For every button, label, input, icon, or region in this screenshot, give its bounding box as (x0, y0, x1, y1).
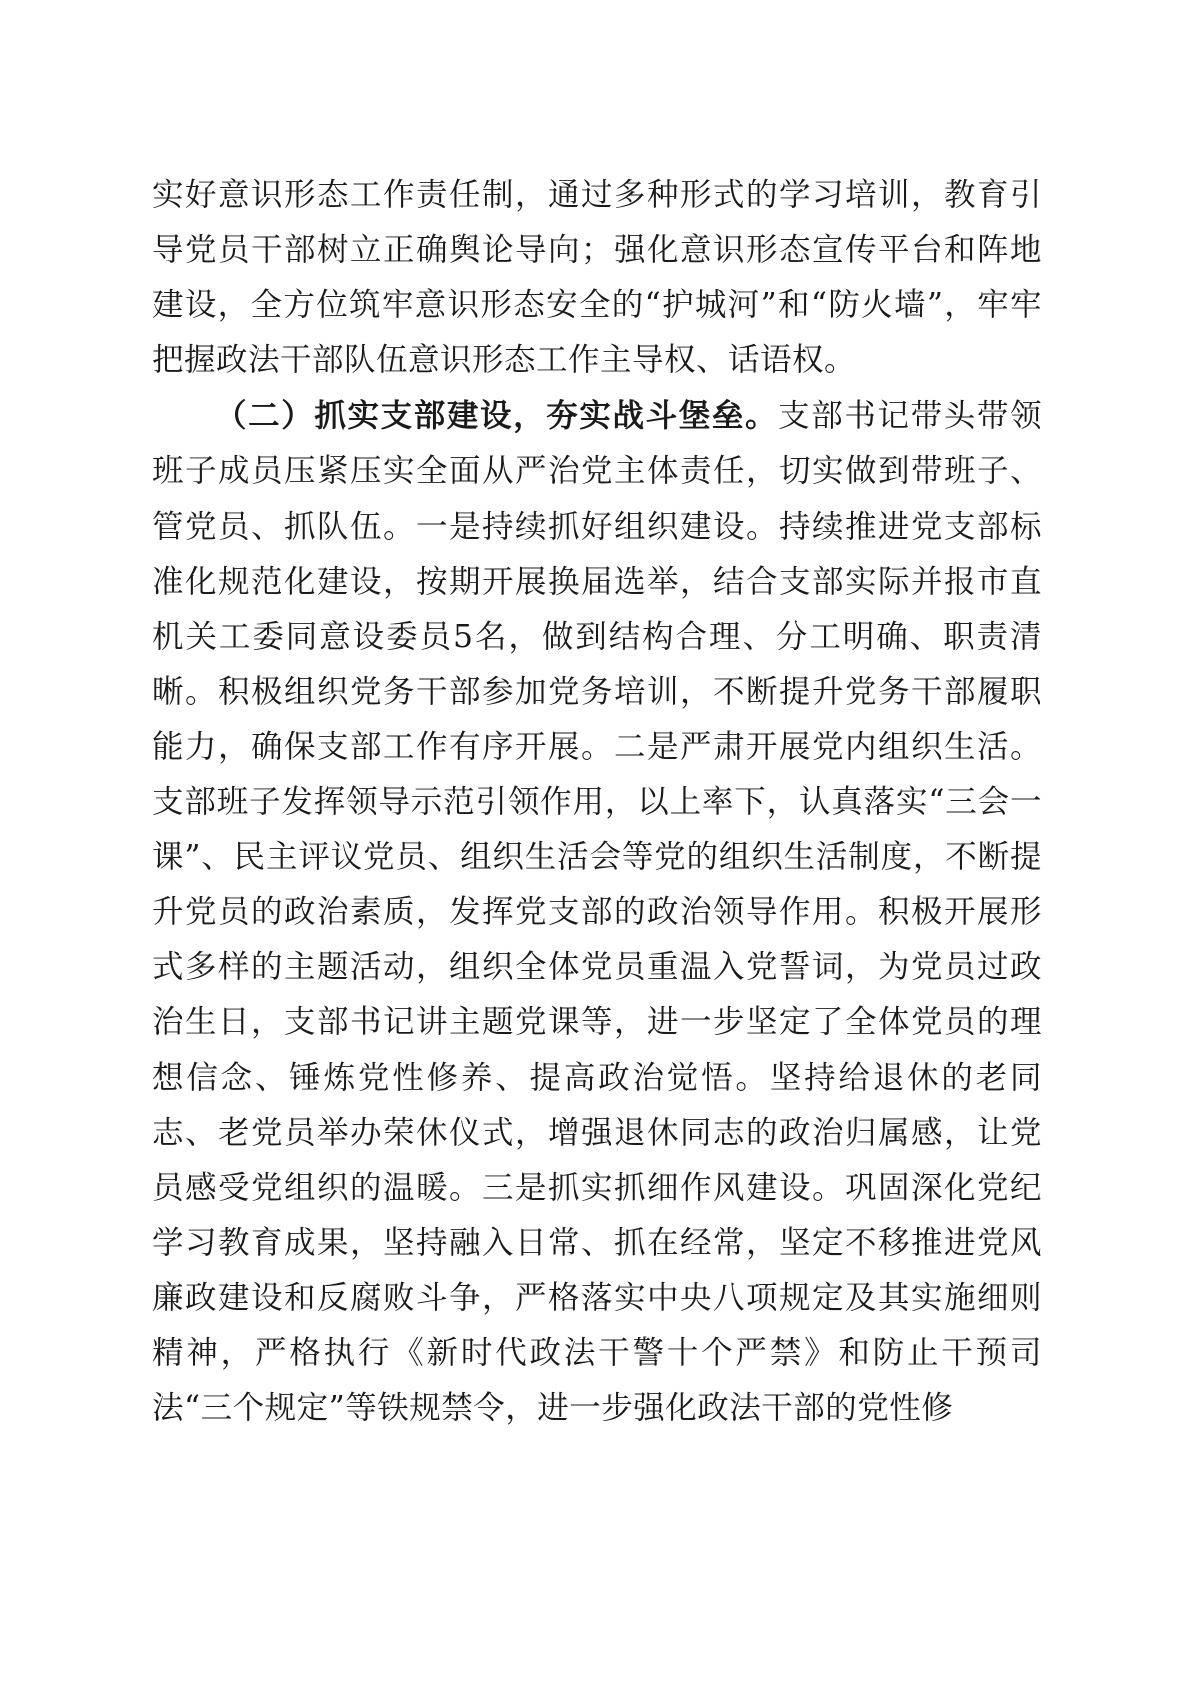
paragraph-section-two (152, 388, 1042, 1436)
document-body (152, 168, 1042, 1436)
paragraph-text: 支部书记带头带领班子成员压紧压实全面从严治党主体责任，切实做到带班子、管党员、抓队伍。一是持续抓好组织建设。持续推进党支部标准化规范化建设，按期开展换届选举，结合支部实际并报市直机关工委同意设委员5名，做到结构合理、分工明确、职责清晰。积极组织党务干部参加党务培训，不断提升党务干部履职能力，确保支部工作有序开展。二是严肃开展党内组织生活。支部班子发挥领导示范引领作用，以上率下，认真落实“三会一课”、民主评议党员、组织生活会等党的组织生活制度，不断提升党员的政治素质，发挥党支部的政治领导作用。积极开展形式多样的主题活动，组织全体党员重温入党誓词，为党员过政治生日，支部书记讲主题党课等，进一步坚定了全体党员的理想信念、锤炼党性修养、提高政治觉悟。坚持给退休的老同志、老党员举办荣休仪式，增强退休同志的政治归属感，让党员感受党组织的温暖。三是抓实抓细作风建设。巩固深化党纪学习教育成果，坚持融入日常、抓在经常，坚定不移推进党风廉政建设和反腐败斗争，严格落实中央八项规定及其实施细则精神，严格执行《新时代政法干警十个严禁》和防止干预司法“三个规定”等铁规禁令，进一步强化政法干部的党性修 (152, 398, 1042, 1427)
paragraph-continuation (152, 168, 1042, 388)
paragraph-text: 实好意识形态工作责任制，通过多种形式的学习培训，教育引导党员干部树立正确舆论导向；强化意识形态宣传平台和阵地建设，全方位筑牢意识形态安全的“护城河”和“防火墙”，牢牢把握政法干部队伍意识形态工作主导权、话语权。 (152, 177, 1042, 379)
section-heading: （二）抓实支部建设，夯实战斗堡垒。 (215, 397, 779, 435)
